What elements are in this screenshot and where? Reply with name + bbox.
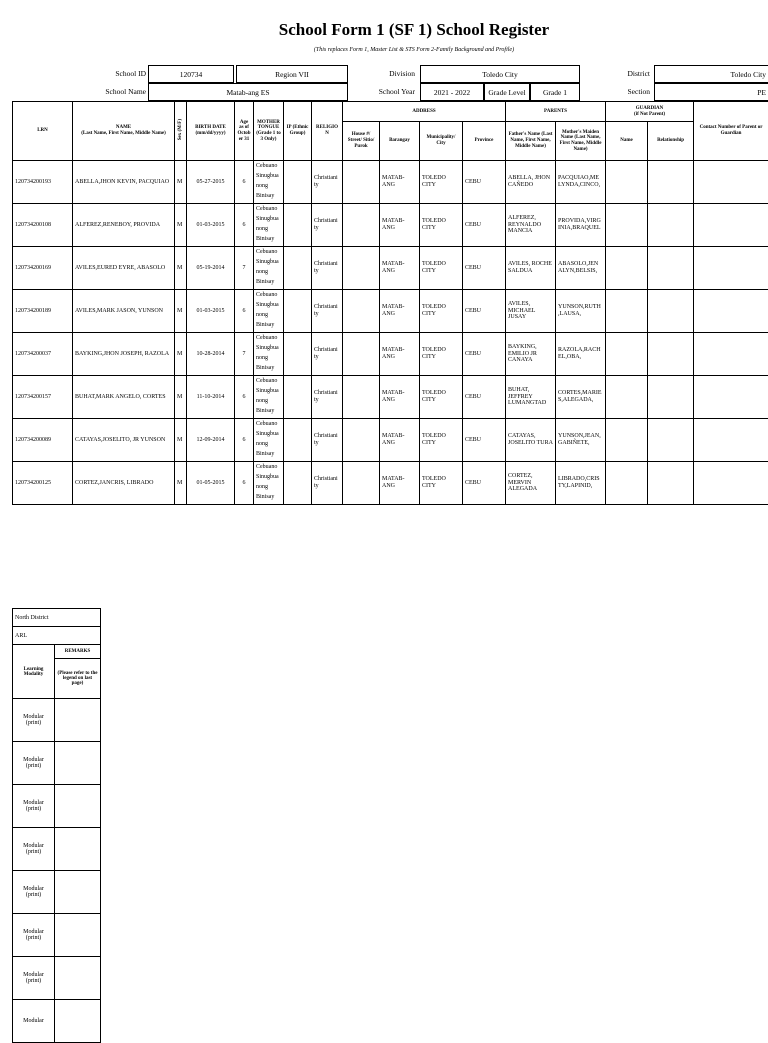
father-cell: ALFEREZ, REYNALDO MANCIA (506, 204, 556, 247)
tongue-line: Binisay (256, 493, 281, 503)
district-label: District (590, 69, 650, 78)
ip-cell (284, 247, 312, 290)
tongue-line: Binisay (256, 278, 281, 288)
age-cell: 6 (235, 462, 254, 505)
mother-tongue-cell (254, 247, 284, 290)
remarks-note: (Please refer to the legend on last page) (55, 659, 101, 699)
province-cell: CEBU (463, 376, 506, 419)
grade-level-label: Grade Level (484, 83, 530, 101)
ip-cell (284, 333, 312, 376)
header-guardian: GUARDIAN (if Not Parent) (606, 102, 694, 122)
lrn-cell: 120734200189 (13, 290, 73, 333)
list-item (13, 1000, 101, 1043)
barangay-cell: MATAB-ANG (380, 419, 420, 462)
religion-cell: Christiani ty (312, 204, 343, 247)
header-age: Age as of Octob er 31 (235, 102, 254, 161)
tongue-line: Binisay (256, 192, 281, 202)
guardian-relationship-cell (648, 247, 694, 290)
birth-date-cell: 11-10-2014 (187, 376, 235, 419)
province-cell: CEBU (463, 204, 506, 247)
sex-cell: M (175, 290, 187, 333)
list-item (13, 957, 101, 1000)
remarks-cell (55, 785, 101, 828)
name-cell: ABELLA,JHON KEVIN, PACQUIAO (73, 161, 175, 204)
religion-cell: Christiani ty (312, 161, 343, 204)
guardian-relationship-cell (648, 462, 694, 505)
school-year-value: 2021 - 2022 (420, 83, 484, 101)
section-value: PE (654, 83, 768, 101)
barangay-cell: MATAB-ANG (380, 462, 420, 505)
school-year-label: School Year (350, 87, 415, 96)
header-parents: PARENTS (506, 102, 606, 122)
tongue-line: Binisay (256, 321, 281, 331)
tongue-line: Sinugbua (256, 387, 281, 397)
region-value: Region VII (236, 65, 348, 83)
tongue-line: Binisay (256, 407, 281, 417)
sex-cell: M (175, 161, 187, 204)
header-municipality: Municipality/ City (420, 122, 463, 161)
header-address: ADDRESS (343, 102, 506, 122)
sex-cell: M (175, 376, 187, 419)
mother-cell: YUNSON,RUTH ,LAUSA, (556, 290, 606, 333)
mother-cell: PROVIDA,VIRG INIA,BRAQUEL (556, 204, 606, 247)
register-table (12, 101, 768, 505)
remarks-cell (55, 957, 101, 1000)
province-cell: CEBU (463, 161, 506, 204)
religion-cell: Christiani ty (312, 462, 343, 505)
house-cell (343, 161, 380, 204)
arl-cell: ARL (13, 627, 101, 645)
guardian-name-cell (606, 161, 648, 204)
form-title: School Form 1 (SF 1) School Register (0, 20, 768, 40)
barangay-cell: MATAB-ANG (380, 247, 420, 290)
sex-cell: M (175, 462, 187, 505)
mother-tongue-cell (254, 333, 284, 376)
sex-cell: M (175, 204, 187, 247)
school-name-label: School Name (60, 87, 146, 96)
division-label: Division (350, 69, 415, 78)
tongue-line: nong (256, 440, 281, 450)
mother-tongue-cell (254, 419, 284, 462)
house-cell (343, 333, 380, 376)
list-item (13, 785, 101, 828)
remarks-table (12, 608, 101, 1043)
tongue-line: Sinugbua (256, 172, 281, 182)
age-cell: 6 (235, 204, 254, 247)
header-religion: RELIGIO N (312, 102, 343, 161)
ip-cell (284, 419, 312, 462)
birth-date-cell: 01-03-2015 (187, 204, 235, 247)
tongue-line: Cebuano (256, 377, 281, 387)
guardian-relationship-cell (648, 333, 694, 376)
birth-date-cell: 05-19-2014 (187, 247, 235, 290)
table-row (13, 290, 768, 333)
tongue-line: nong (256, 268, 281, 278)
guardian-relationship-cell (648, 161, 694, 204)
city-cell: TOLEDO CITY (420, 462, 463, 505)
guardian-relationship-cell (648, 204, 694, 247)
barangay-cell: MATAB-ANG (380, 204, 420, 247)
guardian-name-cell (606, 247, 648, 290)
province-cell: CEBU (463, 419, 506, 462)
lrn-cell: 120734200157 (13, 376, 73, 419)
list-item (13, 828, 101, 871)
list-item (13, 871, 101, 914)
header-ip: IP (Ethnic Group) (284, 102, 312, 161)
house-cell (343, 204, 380, 247)
barangay-cell: MATAB-ANG (380, 161, 420, 204)
tongue-line: nong (256, 311, 281, 321)
tongue-line: Cebuano (256, 291, 281, 301)
ip-cell (284, 161, 312, 204)
name-cell: AVILES,EURED EYRE, ABASOLO (73, 247, 175, 290)
guardian-name-cell (606, 376, 648, 419)
age-cell: 6 (235, 376, 254, 419)
modality-cell: Modular (13, 1000, 55, 1043)
header-mother-tongue: MOTHER TONGUE (Grade 1 to 3 Only) (254, 102, 284, 161)
tongue-line: Cebuano (256, 420, 281, 430)
age-cell: 6 (235, 290, 254, 333)
barangay-cell: MATAB-ANG (380, 290, 420, 333)
division-value: Toledo City (420, 65, 580, 83)
tongue-line: Binisay (256, 364, 281, 374)
house-cell (343, 376, 380, 419)
remarks-cell (55, 914, 101, 957)
header-lrn: LRN (13, 102, 73, 161)
contact-cell (694, 419, 768, 462)
header-mother: Mother's Maiden Name (Last Name, First Name, Middle Name) (556, 122, 606, 161)
district-cell: North District (13, 609, 101, 627)
contact-cell (694, 376, 768, 419)
ip-cell (284, 290, 312, 333)
remarks-cell (55, 828, 101, 871)
father-cell: CORTEZ, MERVIN ALEGADA (506, 462, 556, 505)
guardian-name-cell (606, 333, 648, 376)
contact-cell (694, 247, 768, 290)
province-cell: CEBU (463, 333, 506, 376)
birth-date-cell: 01-05-2015 (187, 462, 235, 505)
modality-cell: Modular (print) (13, 828, 55, 871)
header-house: House #/ Street/ Sitio/ Purok (343, 122, 380, 161)
mother-cell: YUNSON,JEAN, GABIÑETE, (556, 419, 606, 462)
province-cell: CEBU (463, 290, 506, 333)
learning-modality-header: Learning Modality (13, 645, 55, 699)
tongue-line: Binisay (256, 235, 281, 245)
mother-cell: ABASOLO,JEN ALYN,BELSIS, (556, 247, 606, 290)
barangay-cell: MATAB-ANG (380, 376, 420, 419)
header-contact: Contact Number of Parent or Guardian (694, 102, 768, 161)
sex-cell: M (175, 333, 187, 376)
tongue-line: nong (256, 483, 281, 493)
guardian-relationship-cell (648, 376, 694, 419)
lrn-cell: 120734200089 (13, 419, 73, 462)
tongue-line: Cebuano (256, 463, 281, 473)
religion-cell: Christiani ty (312, 247, 343, 290)
father-cell: ABELLA, JHON CAÑEDO (506, 161, 556, 204)
city-cell: TOLEDO CITY (420, 290, 463, 333)
guardian-name-cell (606, 204, 648, 247)
table-row (13, 204, 768, 247)
tongue-line: Sinugbua (256, 344, 281, 354)
table-row (13, 333, 768, 376)
modality-cell: Modular (print) (13, 871, 55, 914)
tongue-line: Cebuano (256, 162, 281, 172)
remarks-cell (55, 1000, 101, 1043)
father-cell: AVILES, ROCHE SALDUA (506, 247, 556, 290)
remarks-cell (55, 871, 101, 914)
list-item (13, 699, 101, 742)
tongue-line: Cebuano (256, 248, 281, 258)
remarks-header: REMARKS (55, 645, 101, 659)
tongue-line: Sinugbua (256, 215, 281, 225)
city-cell: TOLEDO CITY (420, 419, 463, 462)
name-cell: AVILES,MARK JASON, YUNSON (73, 290, 175, 333)
modality-cell: Modular (print) (13, 957, 55, 1000)
guardian-name-cell (606, 462, 648, 505)
mother-tongue-cell (254, 161, 284, 204)
mother-cell: RAZOLA,RACH EL,OBA, (556, 333, 606, 376)
guardian-relationship-cell (648, 290, 694, 333)
contact-cell (694, 333, 768, 376)
age-cell: 7 (235, 333, 254, 376)
mother-cell: LIBRADO,CRIS TY,LAPINID, (556, 462, 606, 505)
religion-cell: Christiani ty (312, 376, 343, 419)
house-cell (343, 462, 380, 505)
header-father: Father's Name (Last Name, First Name, Middle Name) (506, 122, 556, 161)
age-cell: 6 (235, 161, 254, 204)
lrn-cell: 120734200193 (13, 161, 73, 204)
father-cell: AVILES, MICHAEL JUSAY (506, 290, 556, 333)
sex-cell: M (175, 247, 187, 290)
name-cell: BAYKING,JHON JOSEPH, RAZOLA (73, 333, 175, 376)
header-birth-date: BIRTH DATE (mm/dd/yyyy) (187, 102, 235, 161)
lrn-cell: 120734200037 (13, 333, 73, 376)
tongue-line: Sinugbua (256, 301, 281, 311)
father-cell: BUHAT, JEFFREY LUMANGTAD (506, 376, 556, 419)
house-cell (343, 247, 380, 290)
father-cell: CATAYAS, JOSELITO TURA (506, 419, 556, 462)
birth-date-cell: 01-03-2015 (187, 290, 235, 333)
ip-cell (284, 462, 312, 505)
tongue-line: Binisay (256, 450, 281, 460)
birth-date-cell: 12-09-2014 (187, 419, 235, 462)
religion-cell: Christiani ty (312, 290, 343, 333)
guardian-relationship-cell (648, 419, 694, 462)
tongue-line: Cebuano (256, 205, 281, 215)
header-barangay: Barangay (380, 122, 420, 161)
name-cell: BUHAT,MARK ANGELO, CORTES (73, 376, 175, 419)
city-cell: TOLEDO CITY (420, 247, 463, 290)
table-row (13, 161, 768, 204)
city-cell: TOLEDO CITY (420, 161, 463, 204)
city-cell: TOLEDO CITY (420, 333, 463, 376)
city-cell: TOLEDO CITY (420, 204, 463, 247)
religion-cell: Christiani ty (312, 333, 343, 376)
guardian-name-cell (606, 290, 648, 333)
age-cell: 6 (235, 419, 254, 462)
house-cell (343, 419, 380, 462)
remarks-cell (55, 699, 101, 742)
list-item (13, 742, 101, 785)
age-cell: 7 (235, 247, 254, 290)
header-province: Province (463, 122, 506, 161)
religion-cell: Christiani ty (312, 419, 343, 462)
header-guardian-name: Name (606, 122, 648, 161)
tongue-line: Sinugbua (256, 430, 281, 440)
name-cell: CATAYAS,JOSELITO, JR YUNSON (73, 419, 175, 462)
school-name-value: Matab-ang ES (148, 83, 348, 101)
mother-tongue-cell (254, 462, 284, 505)
table-row (13, 247, 768, 290)
tongue-line: nong (256, 397, 281, 407)
city-cell: TOLEDO CITY (420, 376, 463, 419)
lrn-cell: 120734200108 (13, 204, 73, 247)
header-guardian-relationship: Relationship (648, 122, 694, 161)
table-row (13, 376, 768, 419)
province-cell: CEBU (463, 462, 506, 505)
mother-tongue-cell (254, 376, 284, 419)
sex-cell: M (175, 419, 187, 462)
modality-cell: Modular (print) (13, 742, 55, 785)
mother-cell: PACQUIAO,ME LYNDA,CINCO, (556, 161, 606, 204)
modality-cell: Modular (print) (13, 699, 55, 742)
mother-cell: CORTES,MARIE S,ALEGADA, (556, 376, 606, 419)
tongue-line: Cebuano (256, 334, 281, 344)
mother-tongue-cell (254, 290, 284, 333)
list-item (13, 914, 101, 957)
barangay-cell: MATAB-ANG (380, 333, 420, 376)
tongue-line: Sinugbua (256, 258, 281, 268)
ip-cell (284, 204, 312, 247)
tongue-line: Sinugbua (256, 473, 281, 483)
guardian-name-cell (606, 419, 648, 462)
district-value: Toledo City (654, 65, 768, 83)
tongue-line: nong (256, 354, 281, 364)
lrn-cell: 120734200125 (13, 462, 73, 505)
contact-cell (694, 290, 768, 333)
header-sex-text: Sex (M/F) (178, 119, 184, 140)
name-cell: ALFEREZ,RENEBOY, PROVIDA (73, 204, 175, 247)
contact-cell (694, 161, 768, 204)
remarks-cell (55, 742, 101, 785)
contact-cell (694, 462, 768, 505)
mother-tongue-cell (254, 204, 284, 247)
birth-date-cell: 10-28-2014 (187, 333, 235, 376)
lrn-cell: 120734200169 (13, 247, 73, 290)
header-name: NAME (Last Name, First Name, Middle Name) (73, 102, 175, 161)
tongue-line: nong (256, 225, 281, 235)
contact-cell (694, 204, 768, 247)
school-id-value: 120734 (148, 65, 234, 83)
table-row (13, 462, 768, 505)
house-cell (343, 290, 380, 333)
birth-date-cell: 05-27-2015 (187, 161, 235, 204)
grade-level-value: Grade 1 (530, 83, 580, 101)
table-row (13, 419, 768, 462)
form-subtitle: (This replaces Form 1, Master List & STS Form 2-Family Background and Profile) (0, 47, 768, 53)
ip-cell (284, 376, 312, 419)
tongue-line: nong (256, 182, 281, 192)
header-sex (175, 102, 187, 161)
name-cell: CORTEZ,JANCRIS, LIBRADO (73, 462, 175, 505)
father-cell: BAYKING, EMILIO JR CANAYA (506, 333, 556, 376)
province-cell: CEBU (463, 247, 506, 290)
modality-cell: Modular (print) (13, 785, 55, 828)
modality-cell: Modular (print) (13, 914, 55, 957)
school-id-label: School ID (60, 69, 146, 78)
section-label: Section (590, 87, 650, 96)
